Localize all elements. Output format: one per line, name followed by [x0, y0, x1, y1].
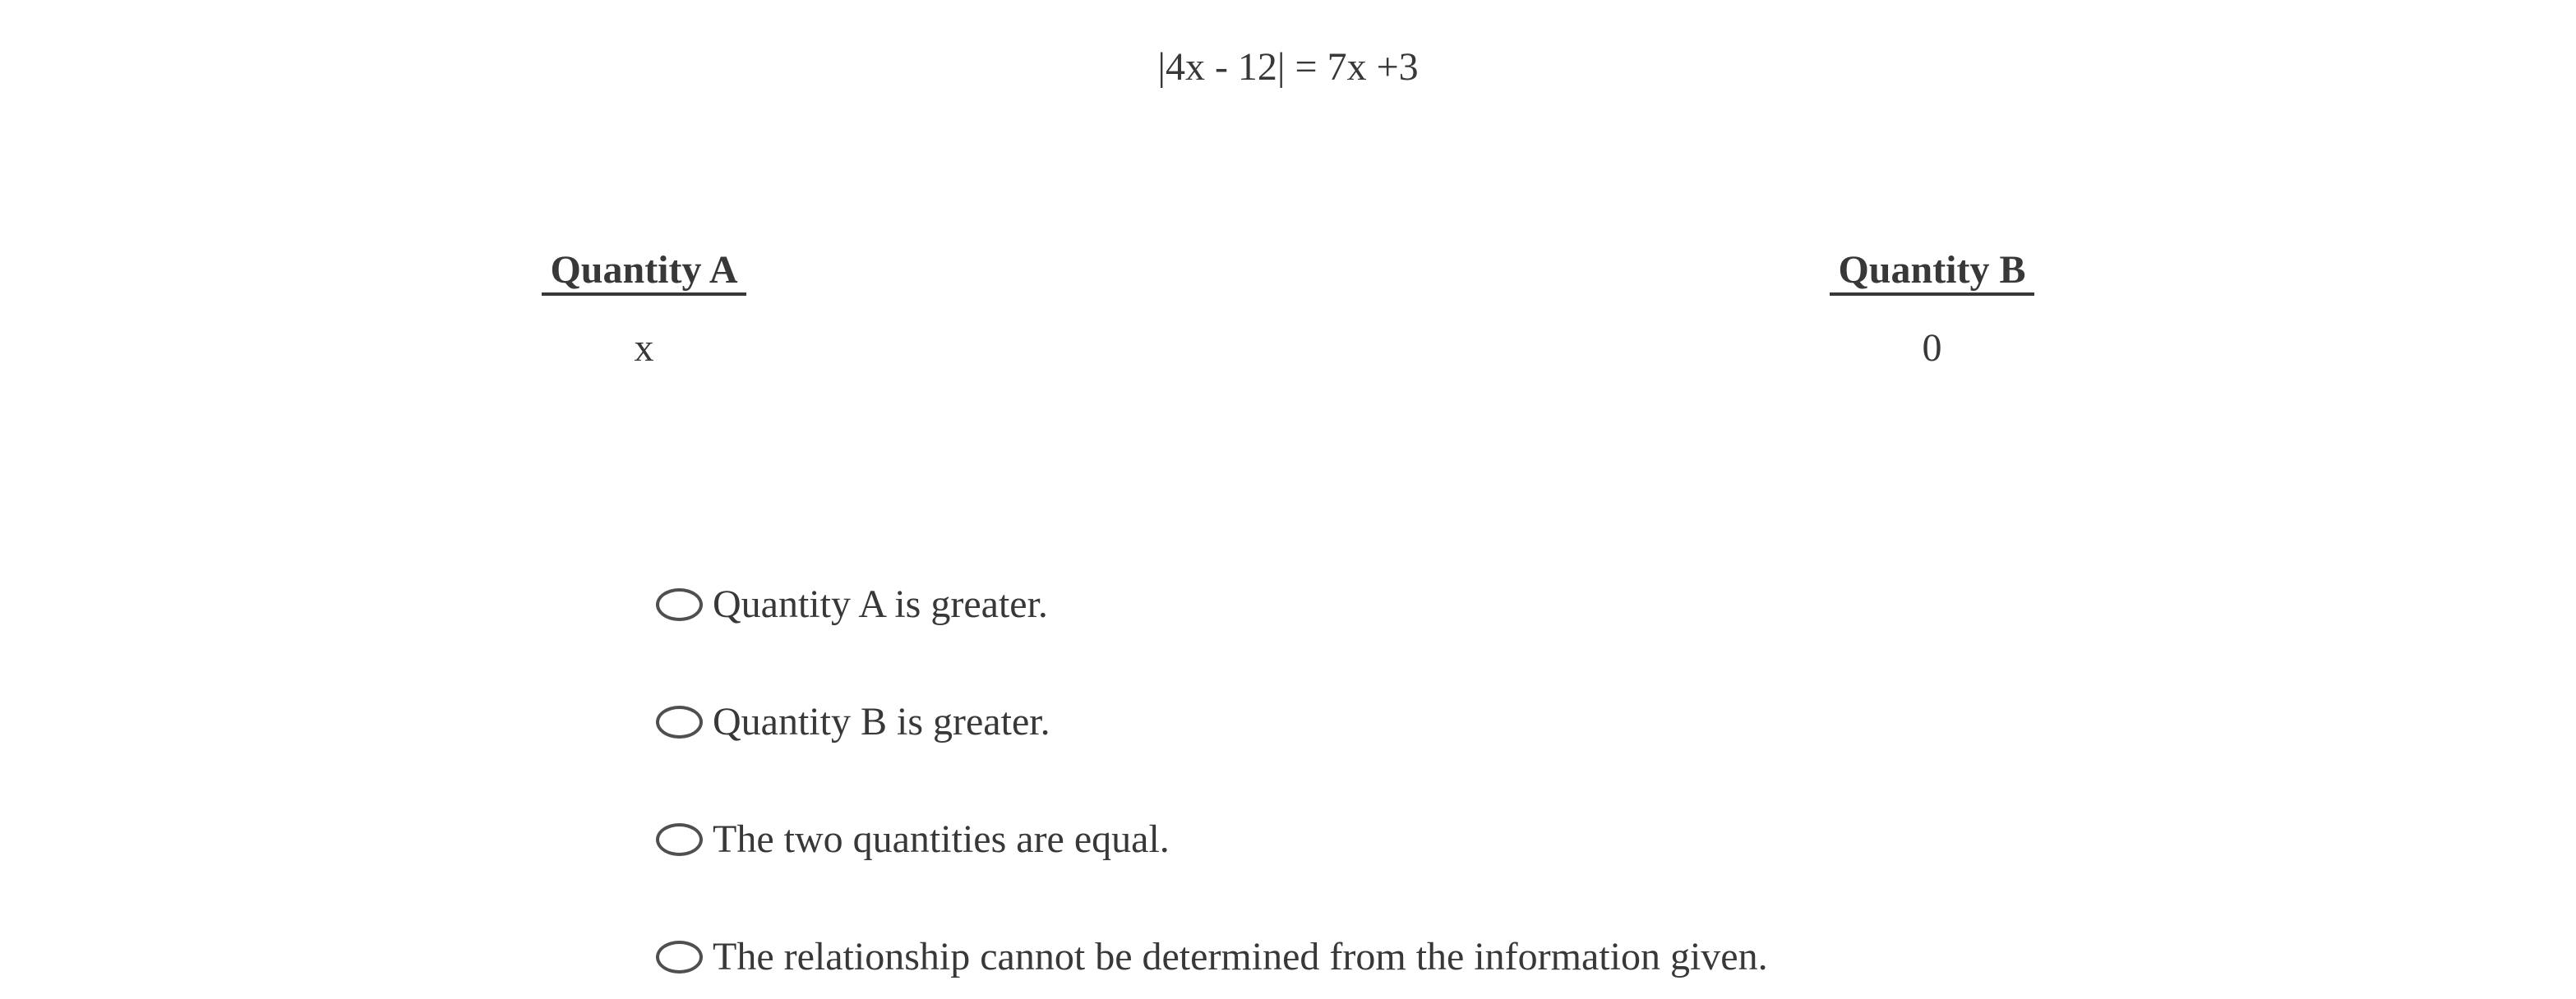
- quantity-a-value-cell: [0, 327, 1288, 370]
- option-2-radio-icon[interactable]: [656, 706, 703, 739]
- quantity-headers-row: [0, 250, 2576, 296]
- option-4-label[interactable]: The relationship cannot be determined from the information given.: [713, 935, 1768, 978]
- quantity-values-row: [0, 327, 2576, 370]
- option-3-radio-icon[interactable]: [656, 823, 703, 856]
- quantity-b-value-cell: [1288, 327, 2576, 370]
- quantity-a-column: [0, 250, 1288, 296]
- option-2-label[interactable]: Quantity B is greater.: [713, 700, 1050, 743]
- quantity-a-value: x: [634, 326, 654, 370]
- option-row-quantity-b-greater[interactable]: [656, 702, 1768, 742]
- option-row-cannot-be-determined[interactable]: [656, 937, 1768, 977]
- quantity-b-value: 0: [1922, 326, 1942, 370]
- quantity-b-header: Quantity B: [1830, 250, 2034, 296]
- option-row-quantity-a-greater[interactable]: [656, 582, 1768, 626]
- option-4-radio-icon[interactable]: [656, 941, 703, 974]
- answer-options: [656, 582, 1768, 978]
- quantity-a-header: Quantity A: [542, 250, 746, 296]
- option-1-radio-icon[interactable]: [656, 588, 703, 621]
- equation-text: |4x - 12| = 7x +3: [1157, 45, 1419, 89]
- option-1-label[interactable]: Quantity A is greater.: [713, 582, 1048, 626]
- quantity-b-column: [1288, 250, 2576, 296]
- option-row-quantities-equal[interactable]: [656, 817, 1768, 861]
- option-3-label[interactable]: The two quantities are equal.: [713, 817, 1170, 861]
